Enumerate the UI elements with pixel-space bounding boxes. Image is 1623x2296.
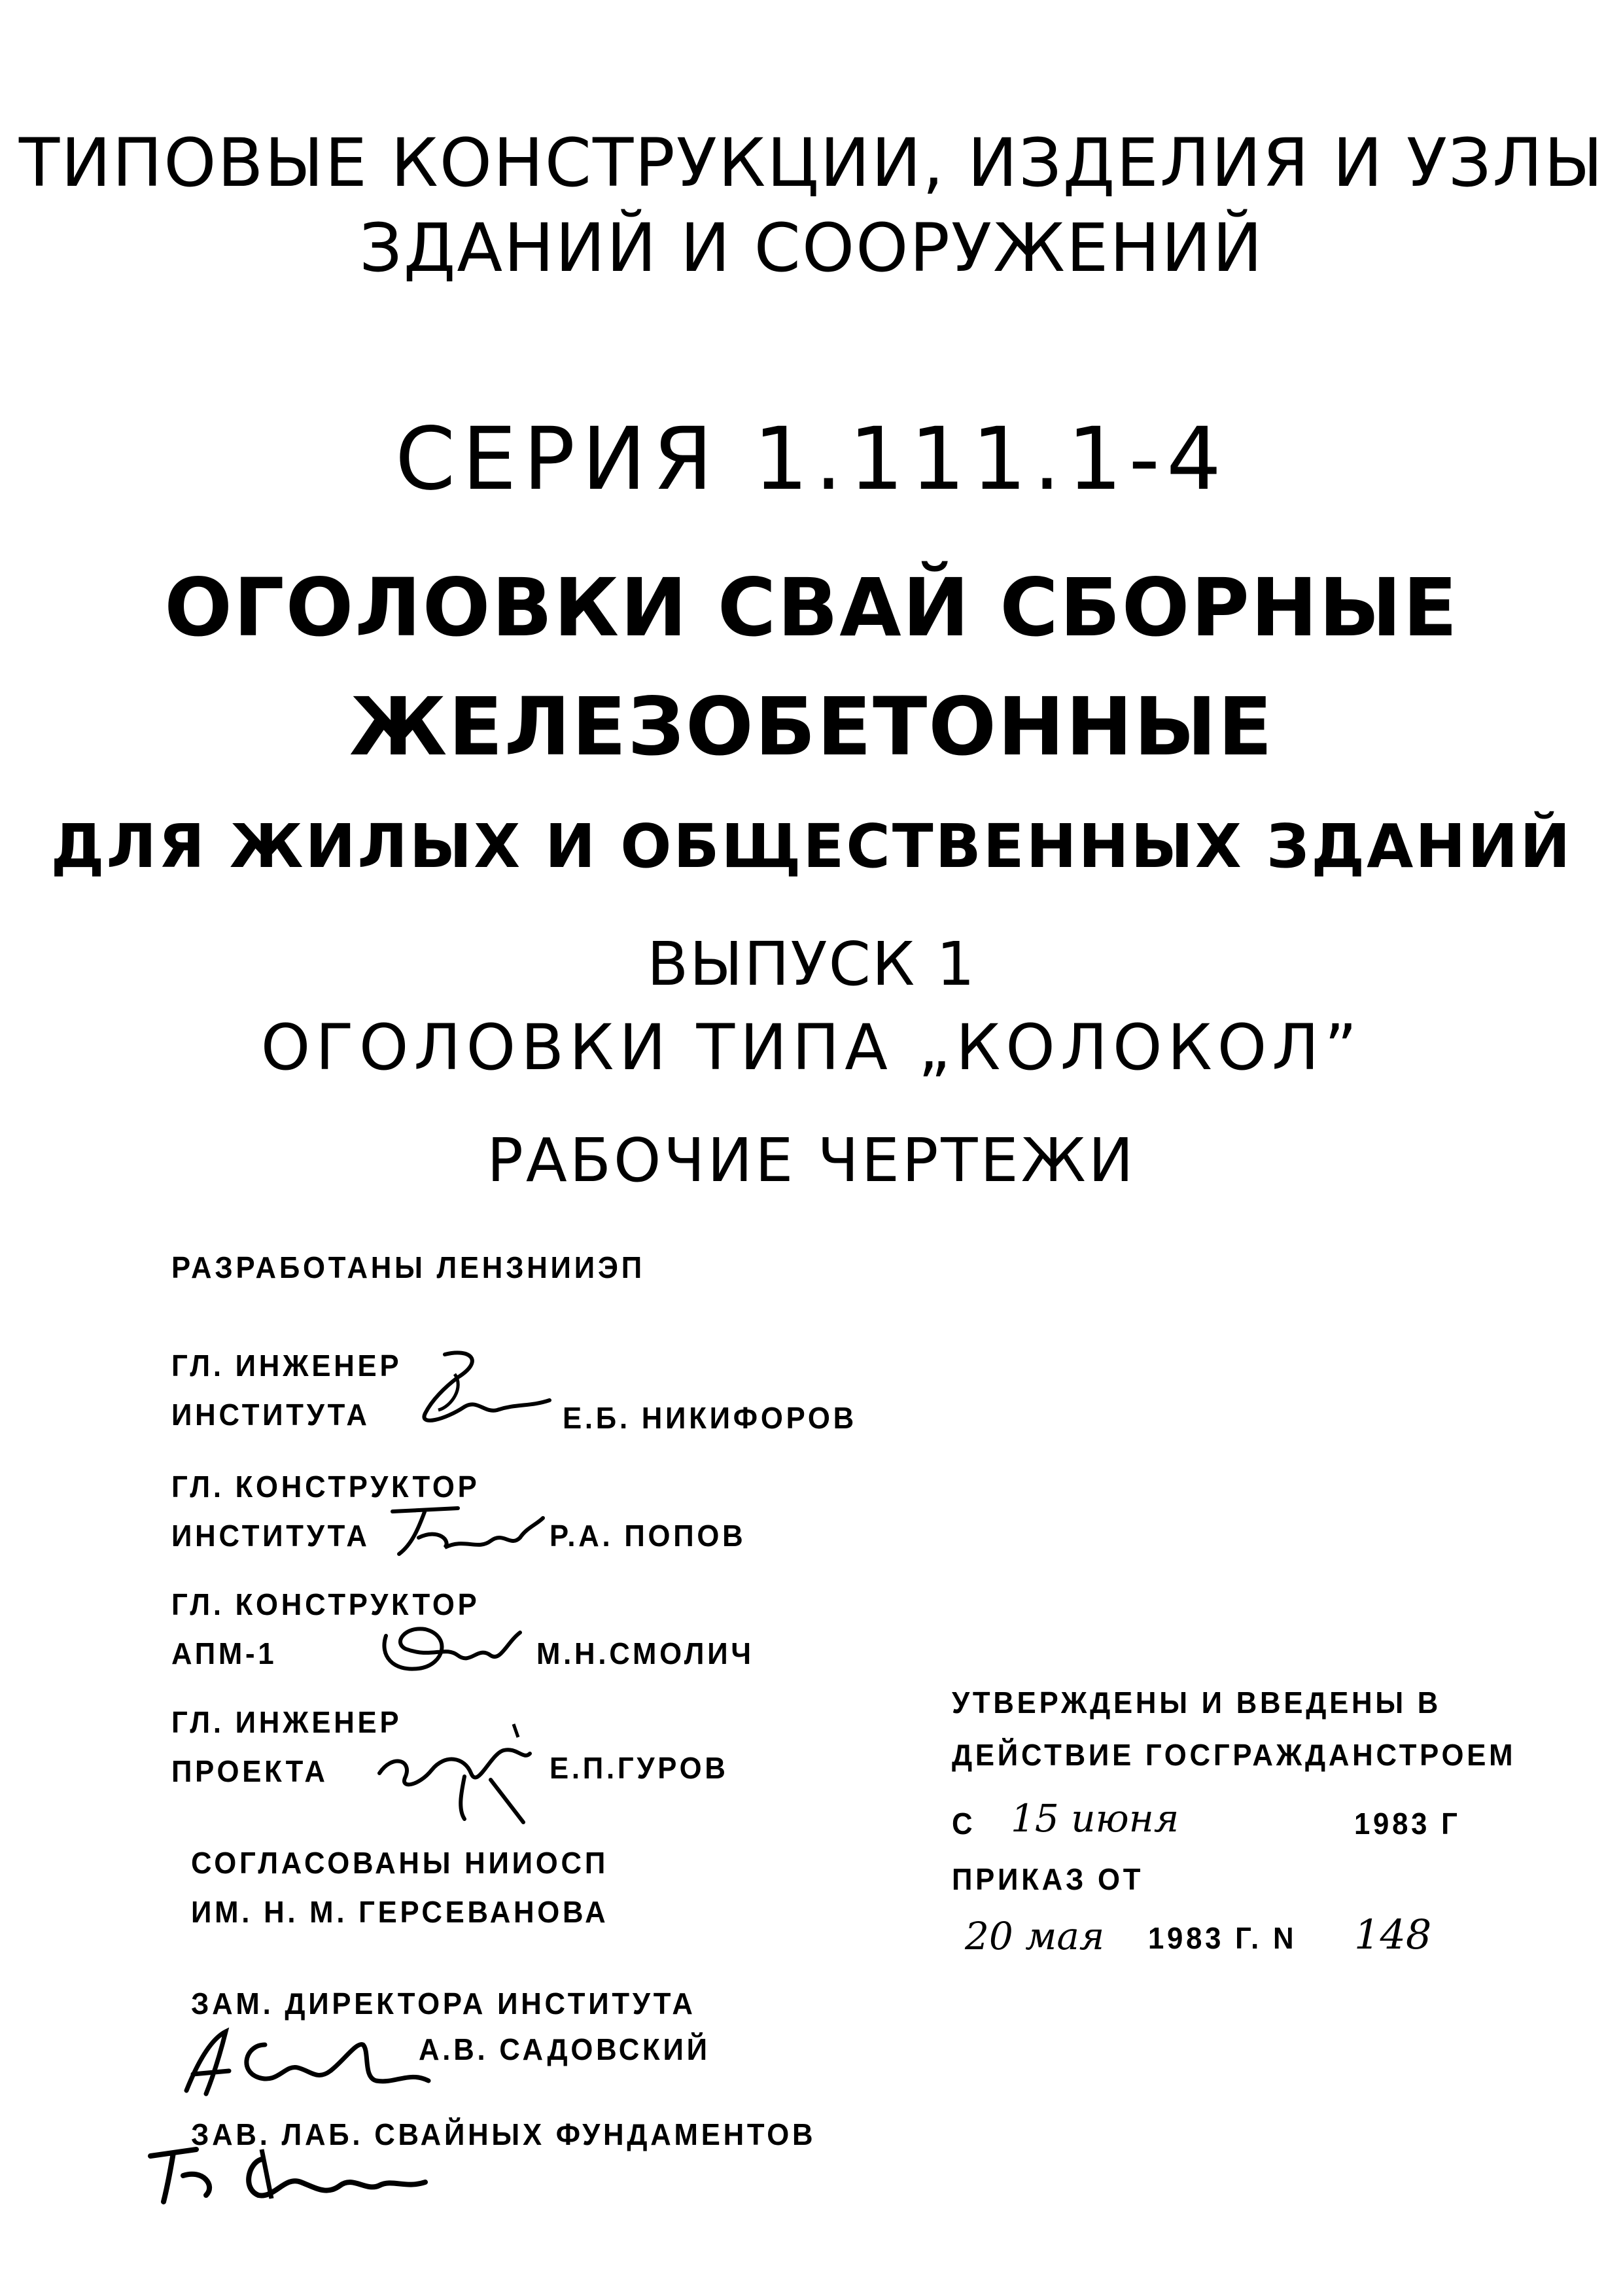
apm-designer-label-2: АПМ-1 <box>171 1636 277 1670</box>
lab-head-signature <box>144 2136 458 2208</box>
issue-title: ОГОЛОВКИ ТИПА „КОЛОКОЛ” <box>260 1011 1363 1084</box>
series-title-line-2: ЖЕЛЕЗОБЕТОННЫЕ <box>349 680 1274 773</box>
deputy-director-label: ЗАМ. ДИРЕКТОРА ИНСТИТУТА <box>191 1987 696 2021</box>
agreed-line-1: СОГЛАСОВАНЫ НИИОСП <box>191 1846 609 1880</box>
approval-line-1: УТВЕРЖДЕНЫ И ВВЕДЕНЫ В <box>952 1686 1442 1720</box>
chief-engineer-name: Е.Б. НИКИФОРОВ <box>563 1401 857 1435</box>
deputy-director-name: А.В. САДОВСКИЙ <box>419 2032 710 2066</box>
apm-designer-name: М.Н.СМОЛИЧ <box>536 1636 754 1670</box>
chief-designer-label-2: ИНСТИТУТА <box>171 1519 370 1553</box>
project-engineer-label-1: ГЛ. ИНЖЕНЕР <box>171 1705 402 1739</box>
project-engineer-signature <box>366 1714 543 1826</box>
drawings-label: РАБОЧИЕ ЧЕРТЕЖИ <box>487 1125 1136 1195</box>
agreed-line-2: ИМ. Н. М. ГЕРСЕВАНОВА <box>191 1895 609 1929</box>
chief-engineer-signature <box>406 1348 556 1446</box>
chief-designer-signature <box>379 1492 550 1564</box>
order-year: 1983 Г. N <box>1148 1921 1297 1955</box>
developed-by: РАЗРАБОТАНЫ ЛЕНЗНИИЭП <box>171 1250 645 1284</box>
project-engineer-name: Е.П.ГУРОВ <box>550 1751 729 1785</box>
order-date: 20 мая <box>965 1914 1105 1958</box>
header-line-2: ЗДАНИЙ И СООРУЖЕНИЙ <box>359 209 1264 287</box>
approval-line-2: ДЕЙСТВИЕ ГОСГРАЖДАНСТРОЕМ <box>952 1738 1516 1772</box>
series-title-line-1: ОГОЛОВКИ СВАЙ СБОРНЫЕ <box>164 561 1459 654</box>
chief-engineer-label-1: ГЛ. ИНЖЕНЕР <box>171 1349 402 1383</box>
order-label: ПРИКАЗ ОТ <box>952 1862 1144 1896</box>
issue-number: ВЫПУСК 1 <box>647 929 976 999</box>
lab-head-label: ЗАВ. ЛАБ. СВАЙНЫХ ФУНДАМЕНТОВ <box>191 2117 816 2151</box>
deputy-director-signature <box>167 2019 442 2110</box>
chief-designer-label-1: ГЛ. КОНСТРУКТОР <box>171 1470 480 1504</box>
approval-year: 1983 Г <box>1354 1807 1461 1841</box>
header-line-1: ТИПОВЫЕ КОНСТРУКЦИИ, ИЗДЕЛИЯ И УЗЛЫ <box>18 124 1605 202</box>
approval-date: 15 июня <box>1011 1796 1179 1841</box>
series-label: СЕРИЯ 1.111.1-4 <box>394 409 1229 510</box>
approval-date-prefix: С <box>952 1807 976 1841</box>
series-subtitle: ДЛЯ ЖИЛЫХ И ОБЩЕСТВЕННЫХ ЗДАНИЙ <box>50 811 1573 881</box>
apm-designer-signature <box>366 1610 530 1682</box>
order-number: 148 <box>1354 1911 1432 1958</box>
project-engineer-label-2: ПРОЕКТА <box>171 1754 328 1788</box>
chief-designer-name: Р.А. ПОПОВ <box>550 1519 746 1553</box>
apm-designer-label-1: ГЛ. КОНСТРУКТОР <box>171 1587 480 1621</box>
chief-engineer-label-2: ИНСТИТУТА <box>171 1398 370 1432</box>
